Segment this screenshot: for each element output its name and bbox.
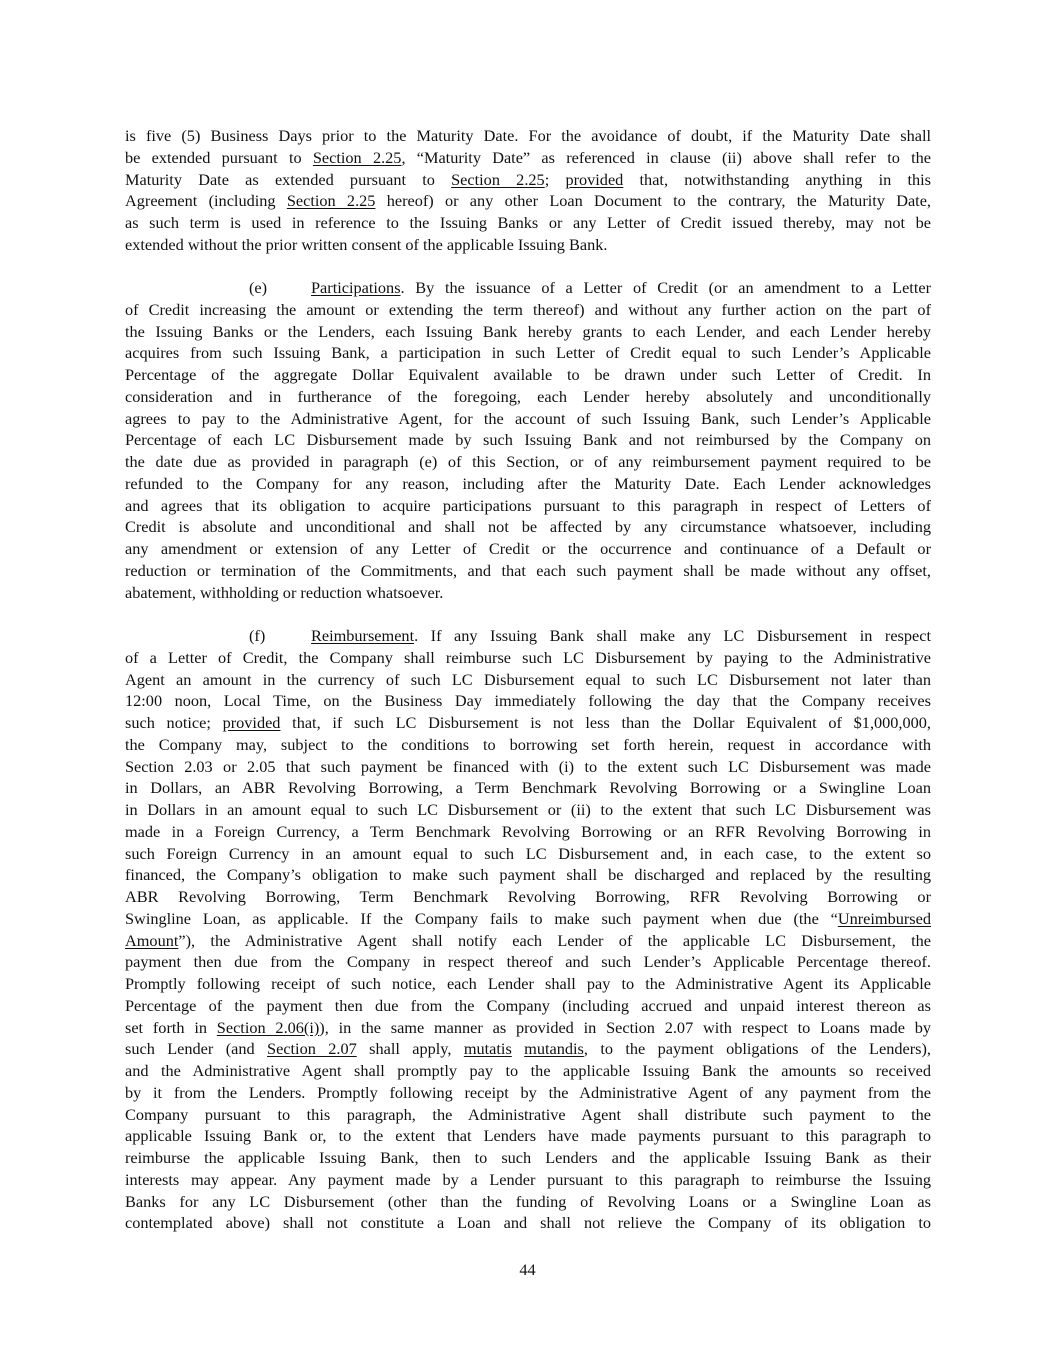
text-segment: . By the issuance of a Letter of Credit (or an amendment to a Letter [400, 278, 931, 297]
text-line: acquires from such Issuing Bank, a participation in such Letter of Credit equal to such Lender’s Applicable [125, 343, 931, 363]
text-segment: set forth in [125, 1017, 217, 1037]
text-segment: Agreement (including [125, 191, 287, 211]
text-line: the Issuing Banks or the Lenders, each Issuing Bank hereby grants to each Lender, and each Lender hereby [125, 321, 931, 341]
text-line: of Credit increasing the amount or extending the term thereof) and without any further action on the part of [125, 299, 931, 319]
text-line [125, 277, 931, 299]
page-number: 44 [519, 1260, 536, 1279]
section-f-reimbursement [125, 625, 931, 1234]
section-heading: Participations [311, 278, 401, 297]
text-line [125, 1038, 931, 1060]
text-line: the Company may, subject to the conditions to borrowing set forth herein, request in accordance with [125, 734, 931, 754]
text-line: 12:00 noon, Local Time, on the Business Day immediately following the day that the Company receives [125, 691, 931, 711]
text-line [125, 908, 931, 930]
text-segment: hereof) or any other Loan Document to the contrary, the Maturity Date, [375, 191, 932, 211]
text-line: Percentage of the payment then due from the Company (including accrued and unpaid interest thereon as [125, 995, 931, 1015]
text-line: extended without the prior written consent of the applicable Issuing Bank. [125, 234, 608, 254]
text-line: contemplated above) shall not constitute a Loan and shall not relieve the Company of its obligation to [125, 1213, 931, 1233]
text-segment: shall apply, [356, 1039, 464, 1059]
text-line: made in a Foreign Currency, a Term Benchmark Revolving Borrowing or an RFR Revolving Borrowing in [125, 821, 931, 841]
section-e-participations [125, 277, 931, 603]
text-segment: that, if such LC Disbursement is not less than the Dollar Equivalent of $1,000,000, [280, 713, 931, 732]
text-line: of a Letter of Credit, the Company shall reimburse such LC Disbursement by paying to the Administrative [125, 647, 931, 667]
text-line: the date due as provided in paragraph (e) of this Section, or of any reimbursement payment required to be [125, 452, 931, 471]
text-line: reimburse the applicable Issuing Bank, then to such Lenders and the applicable Issuing Bank as their [125, 1148, 931, 1167]
text-line: payment then due from the Company in respect thereof and such Lender’s Applicable Percentage thereof. [125, 952, 931, 972]
text-line: in Dollars, an ABR Revolving Borrowing, a Term Benchmark Revolving Borrowing or a Swingline Loan [125, 778, 931, 798]
latin-term-mutandis: mutandis [524, 1039, 584, 1059]
text-line: any amendment or extension of any Letter of Credit or the occurrence and continuance of a Default or [125, 539, 931, 558]
paragraph-maturity-date-continuation [125, 125, 931, 256]
text-line: such Foreign Currency in an amount equal to such LC Disbursement and, in each case, to the extent so [125, 843, 931, 863]
text-line: financed, the Company’s obligation to make such payment shall be discharged and replaced by the resulting [125, 865, 931, 885]
text-segment: such Lender (and [125, 1039, 268, 1059]
text-line [125, 712, 931, 734]
text-segment: be extended pursuant to [125, 147, 313, 167]
text-line: Section 2.03 or 2.05 that such payment be financed with (i) to the extent such LC Disbursement was made [125, 756, 931, 776]
text-line: Agent an amount in the currency of such LC Disbursement equal to such LC Disbursement not later than [125, 669, 931, 689]
proviso-term: provided [222, 713, 281, 732]
text-line: Percentage of each LC Disbursement made by such Issuing Bank and not reimbursed by the Company on [125, 430, 931, 450]
text-line: Promptly following receipt of such notice, each Lender shall pay to the Administrative Agent its Applicable [125, 974, 931, 993]
text-line: Banks for any LC Disbursement (other than the funding of Revolving Loans or a Swingline Loan as [125, 1191, 931, 1211]
text-line [125, 190, 931, 212]
text-line [125, 147, 931, 169]
text-line: by it from the Lenders. Promptly following receipt by the Administrative Agent of any payment from the [125, 1082, 931, 1102]
text-line: and agrees that its obligation to acquire participations pursuant to this paragraph in respect of Letters of [125, 495, 931, 515]
text-line: consideration and in furtherance of the foregoing, each Lender hereby absolutely and unconditionally [125, 386, 931, 406]
proviso-term: provided [565, 169, 624, 189]
text-line: Company pursuant to this paragraph, the Administrative Agent shall distribute such payment to the [125, 1104, 931, 1124]
section-2-25-reference: Section 2.25 [451, 169, 545, 189]
text-line [125, 1017, 931, 1039]
text-segment: , to the payment obligations of the Lenders), [583, 1039, 931, 1059]
section-2-07-reference: Section 2.07 [267, 1039, 357, 1059]
text-segment: that, notwithstanding anything in this [623, 169, 931, 189]
text-segment: Swingline Loan, as applicable. If the Company fails to make such payment when due (the “ [125, 908, 838, 928]
text-line: applicable Issuing Bank or, to the extent that Lenders have made payments pursuant to this paragraph to [125, 1126, 931, 1146]
text-segment: ), in the same manner as provided in Section 2.07 with respect to Loans made by [319, 1017, 932, 1037]
text-segment: ”), the Administrative Agent shall notify each Lender of the applicable LC Disbursement, the [178, 930, 931, 950]
text-line: agrees to pay to the Administrative Agent, for the account of such Issuing Bank, such Lender’s Applicable [125, 408, 931, 428]
clause-label: (e) [249, 278, 268, 297]
clause-label: (f) [249, 626, 266, 645]
section-2-25-reference: Section 2.25 [286, 191, 376, 211]
text-segment: Maturity Date as extended pursuant to [125, 169, 452, 189]
text-line: Percentage of the aggregate Dollar Equivalent available to be drawn under such Letter of Credit. In [125, 365, 931, 384]
text-segment: such notice; [125, 713, 223, 732]
text-line: and the Administrative Agent shall promptly pay to the applicable Issuing Bank the amounts so received [125, 1061, 931, 1080]
text-line: reduction or termination of the Commitments, and that each such payment shall be made without any offset, [125, 560, 931, 580]
text-line: refunded to the Company for any reason, including after the Maturity Date. Each Lender acknowledges [125, 473, 931, 493]
text-line: interests may appear. Any payment made by a Lender pursuant to this paragraph to reimburse the Issuing [125, 1169, 931, 1189]
text-segment [512, 1039, 524, 1058]
text-line: Credit is absolute and unconditional and shall not be affected by any circumstance whatsoever, including [125, 517, 931, 537]
text-line [125, 169, 931, 191]
defined-term: Unreimbursed [837, 908, 931, 928]
section-2-06-i-reference: Section 2.06(i) [216, 1017, 320, 1037]
text-line: as such term is used in reference to the Issuing Banks or any Letter of Credit issued thereby, may not be [125, 213, 931, 232]
text-line: is five (5) Business Days prior to the Maturity Date. For the avoidance of doubt, if the Maturity Date shall [125, 126, 931, 145]
text-line: abatement, withholding or reduction whatsoever. [125, 582, 444, 602]
defined-term: Amount [125, 930, 179, 950]
text-line [125, 930, 931, 952]
section-heading: Reimbursement [311, 626, 415, 645]
text-segment: ; [544, 169, 566, 189]
text-segment: . If any Issuing Bank shall make any LC Disbursement in respect [414, 626, 931, 645]
text-line: ABR Revolving Borrowing, Term Benchmark Revolving Borrowing, RFR Revolving Borrowing or [125, 887, 931, 906]
latin-term-mutatis: mutatis [463, 1039, 512, 1059]
text-line: in Dollars in an amount equal to such LC Disbursement or (ii) to the extent that such LC Disbursement was [125, 800, 931, 819]
text-segment: , “Maturity Date” as referenced in clause (ii) above shall refer to the [401, 147, 931, 167]
text-line [125, 625, 931, 647]
section-2-25-reference: Section 2.25 [312, 147, 402, 167]
